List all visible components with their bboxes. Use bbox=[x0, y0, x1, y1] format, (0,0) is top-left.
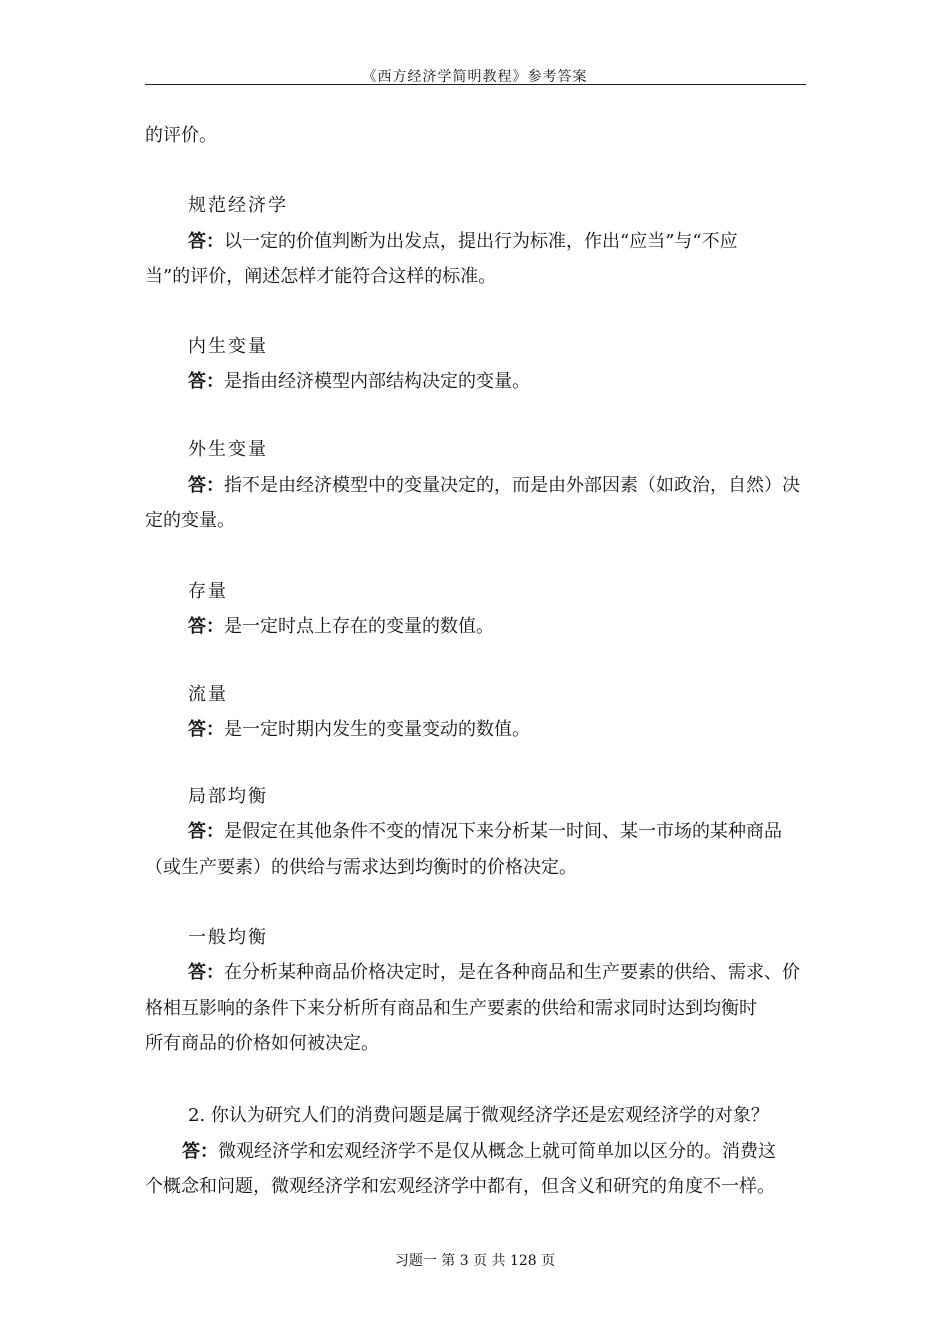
page-footer: 习题一 第 3 页 共 128 页 bbox=[394, 1253, 556, 1269]
answer-line bbox=[188, 961, 800, 985]
answer-label: 答： bbox=[188, 962, 224, 983]
term-heading: 外生变量 bbox=[188, 439, 268, 460]
answer-text: 是指由经济模型内部结构决定的变量。 bbox=[224, 371, 530, 392]
answer-line bbox=[188, 718, 530, 742]
answer-line bbox=[188, 474, 800, 498]
answer-line bbox=[182, 1140, 776, 1164]
answer-label: 答： bbox=[188, 821, 224, 842]
answer-continuation: （或生产要素）的供给与需求达到均衡时的价格决定。 bbox=[145, 857, 577, 878]
answer-continuation: 所有商品的价格如何被决定。 bbox=[145, 1033, 379, 1054]
answer-label: 答： bbox=[188, 371, 224, 392]
answer-text: 是一定时点上存在的变量的数值。 bbox=[224, 616, 494, 637]
answer-text: 指不是由经济模型中的变量决定的，而是由外部因素（如政治，自然）决 bbox=[224, 475, 800, 496]
answer-line bbox=[188, 230, 738, 254]
answer-continuation: 定的变量。 bbox=[145, 510, 235, 531]
answer-continuation: 格相互影响的条件下来分析所有商品和生产要素的供给和需求同时达到均衡时 bbox=[145, 998, 757, 1019]
text-line: 的评价。 bbox=[145, 125, 217, 146]
answer-label: 答： bbox=[182, 1141, 218, 1162]
answer-text: 微观经济学和宏观经济学不是仅从概念上就可简单加以区分的。消费这 bbox=[218, 1141, 776, 1162]
question-line: 2. 你认为研究人们的消费问题是属于微观经济学还是宏观经济学的对象？ bbox=[188, 1105, 769, 1126]
answer-text: 是一定时期内发生的变量变动的数值。 bbox=[224, 719, 530, 740]
answer-label: 答： bbox=[188, 475, 224, 496]
answer-label: 答： bbox=[188, 719, 224, 740]
term-heading: 局部均衡 bbox=[188, 786, 268, 807]
answer-line bbox=[188, 370, 530, 394]
answer-line bbox=[188, 820, 782, 844]
answer-label: 答： bbox=[188, 616, 224, 637]
answer-continuation: 当”的评价，阐述怎样才能符合这样的标准。 bbox=[145, 266, 497, 287]
answer-continuation: 个概念和问题，微观经济学和宏观经济学中都有，但含义和研究的角度不一样。 bbox=[145, 1176, 775, 1197]
term-heading: 规范经济学 bbox=[188, 195, 288, 216]
answer-text: 以一定的价值判断为出发点，提出行为标准，作出“应当”与“不应 bbox=[224, 231, 738, 252]
header-rule bbox=[145, 84, 806, 85]
term-heading: 流量 bbox=[188, 684, 228, 705]
answer-line bbox=[188, 615, 494, 639]
term-heading: 存量 bbox=[188, 581, 228, 602]
page-header: 《西方经济学简明教程》参考答案 bbox=[362, 69, 588, 85]
answer-label: 答： bbox=[188, 231, 224, 252]
answer-text: 在分析某种商品价格决定时，是在各种商品和生产要素的供给、需求、价 bbox=[224, 962, 800, 983]
term-heading: 内生变量 bbox=[188, 336, 268, 357]
answer-text: 是假定在其他条件不变的情况下来分析某一时间、某一市场的某种商品 bbox=[224, 821, 782, 842]
term-heading: 一般均衡 bbox=[188, 927, 268, 948]
